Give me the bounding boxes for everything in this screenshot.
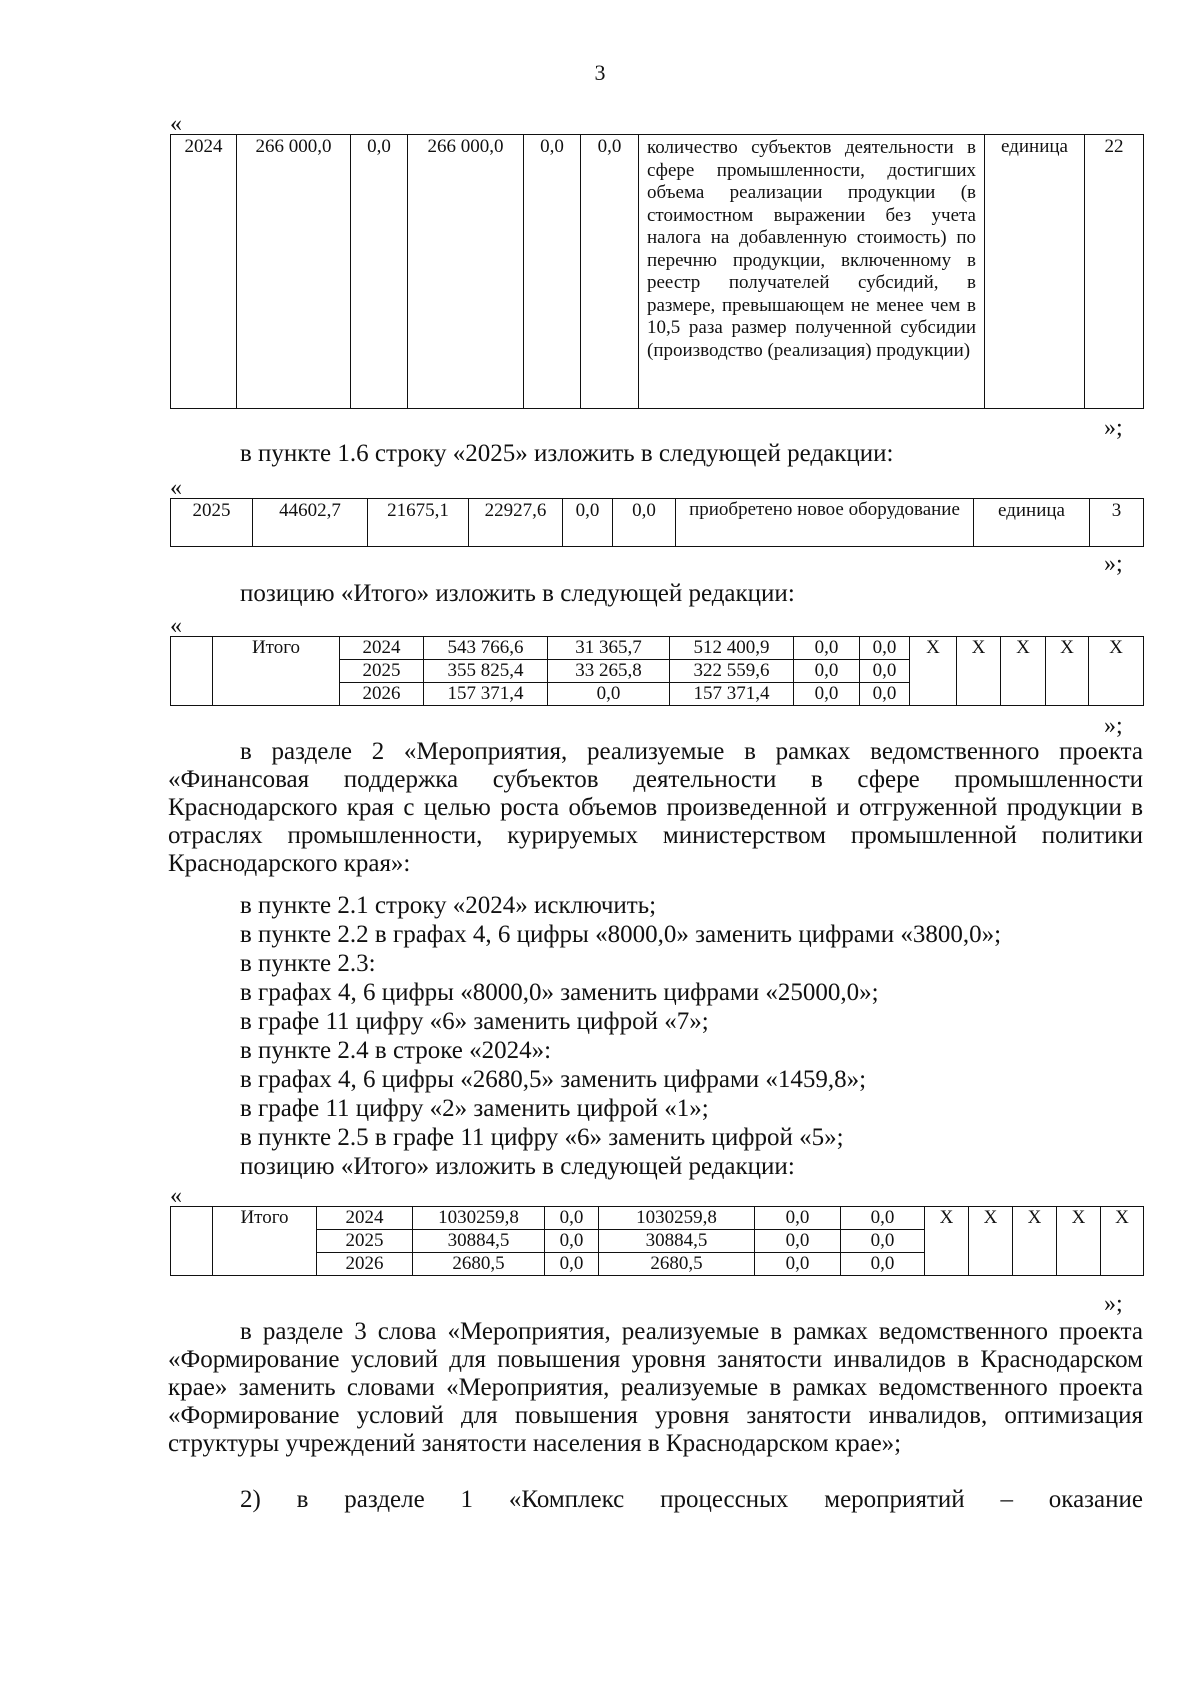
- paragraph-text: в разделе 3 слова «Мероприятия, реализуемые в рамках ведомственного проекта «Формирование условий для повышения уровня занятости инвалидов в Краснодарском крае» заменить словами «Мероприятия, реализуемые в рамках ведомственного проекта «Формирование условий для повышения уровня занятости инвалидов, оптимизация структуры учреждений занятости населения в Краснодарском крае»;: [168, 1318, 1143, 1457]
- cell-unit: единица: [974, 499, 1090, 547]
- cell-local: 0,0: [524, 135, 581, 409]
- paragraph: в пункте 1.6 строку «2025» изложить в следующей редакции:: [240, 440, 894, 467]
- cell-local: 0,0: [794, 637, 860, 660]
- cell-regional: 512 400,9: [670, 637, 794, 660]
- cell-x: Х: [969, 1207, 1013, 1276]
- cell-total: 266 000,0: [237, 135, 351, 409]
- cell-regional: 322 559,6: [670, 660, 794, 683]
- cell-year: 2024: [317, 1207, 413, 1230]
- cell-local: 0,0: [755, 1253, 841, 1276]
- amendment-line: в графе 11 цифру «6» заменить цифрой «7»;: [240, 1008, 709, 1035]
- cell-federal: 21675,1: [368, 499, 469, 547]
- amendment-line: в пункте 2.1 строку «2024» исключить;: [240, 892, 657, 919]
- cell-other: 0,0: [860, 660, 910, 683]
- cell-federal: 0,0: [548, 683, 670, 706]
- cell-value: 3: [1090, 499, 1144, 547]
- amendment-line: позицию «Итого» изложить в следующей редакции:: [240, 1153, 795, 1180]
- cell-total: 1030259,8: [413, 1207, 545, 1230]
- cell-federal: 31 365,7: [548, 637, 670, 660]
- cell-x: Х: [1057, 1207, 1101, 1276]
- cell-total: 355 825,4: [424, 660, 548, 683]
- cell-x: Х: [925, 1207, 969, 1276]
- quote-open: «: [170, 613, 182, 639]
- cell-local: 0,0: [794, 660, 860, 683]
- cell-x: Х: [1101, 1207, 1144, 1276]
- cell-federal: 0,0: [545, 1253, 599, 1276]
- cell-regional: 2680,5: [599, 1253, 755, 1276]
- cell-total: 44602,7: [253, 499, 368, 547]
- amendment-line: в графе 11 цифру «2» заменить цифрой «1»;: [240, 1095, 709, 1122]
- quote-open: «: [170, 1183, 182, 1209]
- cell-year: 2025: [340, 660, 424, 683]
- quote-close: »;: [1104, 415, 1123, 441]
- paragraph: позицию «Итого» изложить в следующей редакции:: [240, 580, 795, 607]
- cell-label: Итого: [213, 1207, 317, 1276]
- amendment-line: в пункте 2.3:: [240, 950, 376, 977]
- table-total-2: [170, 1206, 1144, 1276]
- quote-close: »;: [1104, 713, 1123, 739]
- cell-blank: [171, 1207, 213, 1276]
- cell-total: 30884,5: [413, 1230, 545, 1253]
- cell-other: 0,0: [841, 1230, 925, 1253]
- table-row-2025: [170, 498, 1144, 547]
- table-total-1: [170, 636, 1144, 706]
- cell-x: Х: [1046, 637, 1089, 706]
- cell-other: 0,0: [841, 1253, 925, 1276]
- cell-x: Х: [910, 637, 957, 706]
- paragraph-section-2: [168, 738, 1143, 878]
- cell-x: Х: [1089, 637, 1144, 706]
- cell-federal: 0,0: [545, 1207, 599, 1230]
- cell-year: 2026: [317, 1253, 413, 1276]
- quote-open: «: [170, 111, 182, 137]
- cell-regional: 22927,6: [469, 499, 563, 547]
- cell-x: Х: [1013, 1207, 1057, 1276]
- cell-year: 2024: [340, 637, 424, 660]
- table-row-2024: [170, 134, 1144, 409]
- cell-indicator: приобретено новое оборудование: [676, 499, 974, 547]
- amendment-line: в пункте 2.2 в графах 4, 6 цифры «8000,0» заменить цифрами «3800,0»;: [240, 921, 1002, 948]
- cell-indicator: количество субъектов деятельности в сфере промышленности, достигших объема реализации продукции (в стоимостном выражении без учета налога на добавленную стоимость) по перечню продукции, включенному в реестр получателей субсидий, в размере, превышающем не менее чем в 10,5 раза размер полученной субсидии (производство (реализация) продукции): [639, 135, 985, 409]
- cell-other: 0,0: [581, 135, 639, 409]
- cell-regional: 266 000,0: [408, 135, 524, 409]
- page-number: 3: [594, 60, 606, 85]
- paragraph-section-3: [168, 1318, 1143, 1458]
- cell-federal: 0,0: [351, 135, 408, 409]
- cell-year: 2025: [171, 499, 253, 547]
- cell-year: 2024: [171, 135, 237, 409]
- cell-local: 0,0: [755, 1230, 841, 1253]
- paragraph-text: 2) в разделе 1 «Комплекс процессных мероприятий – оказание: [240, 1486, 1143, 1513]
- paragraph-item-2: [168, 1486, 1143, 1514]
- amendment-line: в графах 4, 6 цифры «2680,5» заменить цифрами «1459,8»;: [240, 1066, 867, 1093]
- cell-unit: единица: [985, 135, 1085, 409]
- quote-close: »;: [1104, 1291, 1123, 1317]
- cell-x: Х: [957, 637, 1001, 706]
- cell-other: 0,0: [841, 1207, 925, 1230]
- amendment-line: в графах 4, 6 цифры «8000,0» заменить цифрами «25000,0»;: [240, 979, 879, 1006]
- paragraph-text: в разделе 2 «Мероприятия, реализуемые в рамках ведомственного проекта «Финансовая поддержка субъектов деятельности в сфере промышленности Краснодарского края с целью роста объемов произведенной и отгруженной продукции в отраслях промышленности, курируемых министерством промышленной политики Краснодарского края»:: [168, 738, 1143, 877]
- cell-other: 0,0: [860, 637, 910, 660]
- cell-local: 0,0: [755, 1207, 841, 1230]
- cell-label: Итого: [213, 637, 340, 706]
- cell-regional: 157 371,4: [670, 683, 794, 706]
- cell-total: 157 371,4: [424, 683, 548, 706]
- cell-regional: 1030259,8: [599, 1207, 755, 1230]
- cell-federal: 0,0: [545, 1230, 599, 1253]
- cell-year: 2026: [340, 683, 424, 706]
- cell-total: 543 766,6: [424, 637, 548, 660]
- cell-other: 0,0: [860, 683, 910, 706]
- cell-federal: 33 265,8: [548, 660, 670, 683]
- cell-value: 22: [1085, 135, 1144, 409]
- cell-x: Х: [1001, 637, 1046, 706]
- cell-blank: [171, 637, 213, 706]
- cell-other: 0,0: [613, 499, 676, 547]
- cell-local: 0,0: [563, 499, 613, 547]
- cell-regional: 30884,5: [599, 1230, 755, 1253]
- cell-total: 2680,5: [413, 1253, 545, 1276]
- cell-local: 0,0: [794, 683, 860, 706]
- quote-close: »;: [1104, 551, 1123, 577]
- quote-open: «: [170, 475, 182, 501]
- amendment-line: в пункте 2.5 в графе 11 цифру «6» заменить цифрой «5»;: [240, 1124, 844, 1151]
- cell-year: 2025: [317, 1230, 413, 1253]
- amendment-line: в пункте 2.4 в строке «2024»:: [240, 1037, 552, 1064]
